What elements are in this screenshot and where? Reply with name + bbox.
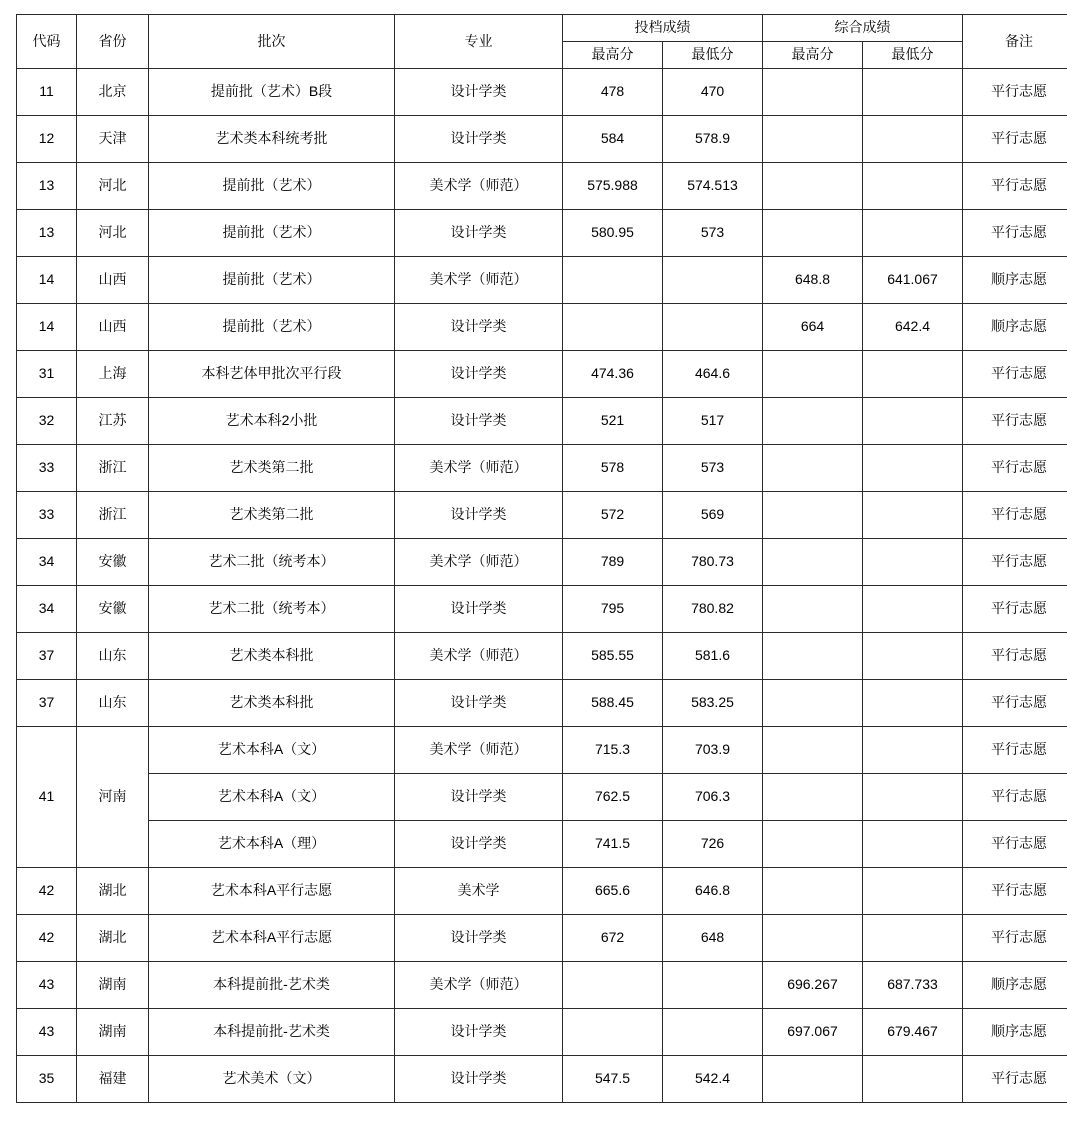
cell-admission-min: 470: [663, 69, 763, 116]
header-code: 代码: [17, 15, 77, 69]
cell-admission-min: 573: [663, 210, 763, 257]
cell-admission-max: 789: [563, 539, 663, 586]
cell-comprehensive-max: [763, 821, 863, 868]
header-row-top: [17, 15, 1067, 42]
table-row: [17, 116, 1067, 163]
cell-admission-max: 584: [563, 116, 663, 163]
cell-code: 41: [17, 727, 77, 868]
cell-comprehensive-min: [863, 1056, 963, 1103]
cell-batch: 提前批（艺术）: [149, 210, 395, 257]
cell-note: 平行志愿: [963, 351, 1067, 398]
cell-code: 12: [17, 116, 77, 163]
cell-batch: 艺术本科A平行志愿: [149, 915, 395, 962]
cell-code: 32: [17, 398, 77, 445]
cell-major: 设计学类: [395, 304, 563, 351]
cell-admission-min: 646.8: [663, 868, 763, 915]
cell-note: 平行志愿: [963, 445, 1067, 492]
table-row: [17, 915, 1067, 962]
table-row: [17, 351, 1067, 398]
cell-code: 14: [17, 257, 77, 304]
cell-note: 平行志愿: [963, 680, 1067, 727]
cell-province: 安徽: [77, 539, 149, 586]
header-admission-min: 最低分: [663, 42, 763, 69]
cell-note: 顺序志愿: [963, 304, 1067, 351]
cell-batch: 提前批（艺术）: [149, 304, 395, 351]
cell-admission-max: 474.36: [563, 351, 663, 398]
cell-note: 平行志愿: [963, 163, 1067, 210]
cell-major: 设计学类: [395, 492, 563, 539]
cell-batch: 本科提前批-艺术类: [149, 962, 395, 1009]
table-row: [17, 821, 1067, 868]
table-header: [17, 15, 1067, 69]
cell-comprehensive-min: [863, 774, 963, 821]
cell-major: 设计学类: [395, 586, 563, 633]
cell-note: 平行志愿: [963, 821, 1067, 868]
table-row: [17, 868, 1067, 915]
cell-admission-min: [663, 304, 763, 351]
cell-comprehensive-min: [863, 69, 963, 116]
cell-code: 34: [17, 539, 77, 586]
cell-province: 湖北: [77, 868, 149, 915]
cell-major: 设计学类: [395, 1056, 563, 1103]
cell-major: 美术学（师范）: [395, 633, 563, 680]
cell-batch: 艺术类第二批: [149, 492, 395, 539]
cell-admission-max: 665.6: [563, 868, 663, 915]
cell-major: 美术学（师范）: [395, 163, 563, 210]
cell-note: 平行志愿: [963, 69, 1067, 116]
cell-major: 设计学类: [395, 69, 563, 116]
table-row: [17, 257, 1067, 304]
cell-batch: 本科提前批-艺术类: [149, 1009, 395, 1056]
header-batch: 批次: [149, 15, 395, 69]
cell-batch: 提前批（艺术）: [149, 257, 395, 304]
cell-province: 河南: [77, 727, 149, 868]
cell-admission-max: 578: [563, 445, 663, 492]
cell-major: 美术学: [395, 868, 563, 915]
cell-admission-max: 585.55: [563, 633, 663, 680]
cell-code: 33: [17, 492, 77, 539]
cell-province: 湖南: [77, 1009, 149, 1056]
cell-comprehensive-min: [863, 351, 963, 398]
cell-province: 河北: [77, 163, 149, 210]
cell-comprehensive-min: [863, 492, 963, 539]
cell-comprehensive-min: [863, 915, 963, 962]
cell-note: 顺序志愿: [963, 962, 1067, 1009]
cell-province: 北京: [77, 69, 149, 116]
cell-batch: 本科艺体甲批次平行段: [149, 351, 395, 398]
cell-province: 湖北: [77, 915, 149, 962]
table-row: [17, 727, 1067, 774]
cell-province: 安徽: [77, 586, 149, 633]
cell-province: 浙江: [77, 492, 149, 539]
cell-comprehensive-min: [863, 163, 963, 210]
cell-admission-max: 572: [563, 492, 663, 539]
cell-code: 13: [17, 163, 77, 210]
cell-code: 34: [17, 586, 77, 633]
cell-admission-min: [663, 257, 763, 304]
cell-note: 平行志愿: [963, 586, 1067, 633]
cell-province: 浙江: [77, 445, 149, 492]
cell-comprehensive-min: [863, 727, 963, 774]
cell-admission-min: 780.82: [663, 586, 763, 633]
cell-note: 平行志愿: [963, 539, 1067, 586]
cell-major: 美术学（师范）: [395, 727, 563, 774]
cell-province: 河北: [77, 210, 149, 257]
cell-major: 设计学类: [395, 116, 563, 163]
cell-batch: 艺术类本科批: [149, 633, 395, 680]
cell-comprehensive-min: [863, 539, 963, 586]
table-row: [17, 680, 1067, 727]
cell-comprehensive-max: [763, 586, 863, 633]
header-comprehensive-min: 最低分: [863, 42, 963, 69]
cell-admission-min: [663, 1009, 763, 1056]
header-group-comprehensive: 综合成绩: [763, 15, 963, 42]
cell-note: 平行志愿: [963, 727, 1067, 774]
cell-note: 平行志愿: [963, 116, 1067, 163]
cell-admission-min: 706.3: [663, 774, 763, 821]
table-row: [17, 492, 1067, 539]
cell-comprehensive-min: 641.067: [863, 257, 963, 304]
table-row: [17, 69, 1067, 116]
cell-code: 31: [17, 351, 77, 398]
table-row: [17, 1056, 1067, 1103]
cell-comprehensive-max: [763, 351, 863, 398]
cell-admission-min: 573: [663, 445, 763, 492]
cell-major: 美术学（师范）: [395, 445, 563, 492]
cell-admission-max: 672: [563, 915, 663, 962]
cell-code: 11: [17, 69, 77, 116]
cell-note: 平行志愿: [963, 1056, 1067, 1103]
cell-comprehensive-min: [863, 116, 963, 163]
table-row: [17, 633, 1067, 680]
cell-batch: 艺术类第二批: [149, 445, 395, 492]
cell-batch: 提前批（艺术）: [149, 163, 395, 210]
cell-note: 顺序志愿: [963, 257, 1067, 304]
cell-major: 设计学类: [395, 821, 563, 868]
cell-batch: 艺术美术（文）: [149, 1056, 395, 1103]
cell-admission-max: 795: [563, 586, 663, 633]
cell-batch: 艺术本科2小批: [149, 398, 395, 445]
header-admission-max: 最高分: [563, 42, 663, 69]
cell-province: 天津: [77, 116, 149, 163]
cell-admission-min: 780.73: [663, 539, 763, 586]
cell-batch: 艺术本科A平行志愿: [149, 868, 395, 915]
cell-major: 设计学类: [395, 915, 563, 962]
cell-batch: 艺术二批（统考本）: [149, 586, 395, 633]
cell-comprehensive-max: [763, 633, 863, 680]
table-row: [17, 539, 1067, 586]
table-body: [17, 69, 1067, 1103]
cell-batch: 艺术类本科统考批: [149, 116, 395, 163]
cell-code: 42: [17, 868, 77, 915]
cell-batch: 提前批（艺术）B段: [149, 69, 395, 116]
cell-province: 山东: [77, 633, 149, 680]
header-province: 省份: [77, 15, 149, 69]
cell-major: 设计学类: [395, 1009, 563, 1056]
cell-comprehensive-max: [763, 1056, 863, 1103]
cell-note: 平行志愿: [963, 398, 1067, 445]
cell-major: 美术学（师范）: [395, 257, 563, 304]
header-note: 备注: [963, 15, 1067, 69]
cell-admission-min: [663, 962, 763, 1009]
cell-code: 37: [17, 633, 77, 680]
cell-admission-min: 578.9: [663, 116, 763, 163]
cell-admission-min: 517: [663, 398, 763, 445]
cell-code: 33: [17, 445, 77, 492]
cell-admission-max: 762.5: [563, 774, 663, 821]
header-major: 专业: [395, 15, 563, 69]
table-row: [17, 163, 1067, 210]
cell-comprehensive-max: 648.8: [763, 257, 863, 304]
admission-score-table: [16, 14, 1067, 1103]
cell-admission-min: 569: [663, 492, 763, 539]
cell-province: 上海: [77, 351, 149, 398]
table-row: [17, 774, 1067, 821]
cell-province: 山西: [77, 304, 149, 351]
cell-note: 平行志愿: [963, 492, 1067, 539]
cell-comprehensive-max: [763, 680, 863, 727]
cell-comprehensive-min: 687.733: [863, 962, 963, 1009]
table-row: [17, 398, 1067, 445]
cell-comprehensive-min: [863, 868, 963, 915]
cell-note: 平行志愿: [963, 868, 1067, 915]
cell-note: 顺序志愿: [963, 1009, 1067, 1056]
cell-province: 山东: [77, 680, 149, 727]
table-row: [17, 304, 1067, 351]
cell-comprehensive-min: [863, 633, 963, 680]
cell-province: 山西: [77, 257, 149, 304]
cell-major: 设计学类: [395, 680, 563, 727]
cell-province: 湖南: [77, 962, 149, 1009]
cell-comprehensive-max: [763, 915, 863, 962]
cell-admission-min: 726: [663, 821, 763, 868]
cell-code: 37: [17, 680, 77, 727]
cell-comprehensive-max: [763, 774, 863, 821]
cell-code: 43: [17, 962, 77, 1009]
cell-note: 平行志愿: [963, 210, 1067, 257]
table-row: [17, 210, 1067, 257]
cell-comprehensive-min: [863, 586, 963, 633]
cell-admission-max: [563, 257, 663, 304]
cell-batch: 艺术类本科批: [149, 680, 395, 727]
cell-admission-max: 547.5: [563, 1056, 663, 1103]
cell-comprehensive-max: [763, 69, 863, 116]
table-row: [17, 962, 1067, 1009]
cell-batch: 艺术本科A（文）: [149, 774, 395, 821]
table-row: [17, 586, 1067, 633]
cell-comprehensive-min: 679.467: [863, 1009, 963, 1056]
cell-admission-min: 581.6: [663, 633, 763, 680]
cell-comprehensive-min: [863, 821, 963, 868]
cell-province: 福建: [77, 1056, 149, 1103]
cell-comprehensive-max: 697.067: [763, 1009, 863, 1056]
cell-admission-max: 580.95: [563, 210, 663, 257]
cell-comprehensive-min: [863, 680, 963, 727]
cell-major: 设计学类: [395, 774, 563, 821]
cell-major: 设计学类: [395, 398, 563, 445]
cell-note: 平行志愿: [963, 915, 1067, 962]
cell-comprehensive-max: [763, 210, 863, 257]
cell-admission-max: [563, 962, 663, 1009]
header-group-admission: 投档成绩: [563, 15, 763, 42]
cell-admission-min: 574.513: [663, 163, 763, 210]
cell-major: 美术学（师范）: [395, 962, 563, 1009]
cell-admission-min: 648: [663, 915, 763, 962]
cell-note: 平行志愿: [963, 633, 1067, 680]
cell-code: 35: [17, 1056, 77, 1103]
cell-comprehensive-min: [863, 398, 963, 445]
cell-major: 设计学类: [395, 210, 563, 257]
cell-code: 14: [17, 304, 77, 351]
cell-major: 美术学（师范）: [395, 539, 563, 586]
cell-comprehensive-max: [763, 116, 863, 163]
cell-comprehensive-max: [763, 868, 863, 915]
cell-major: 设计学类: [395, 351, 563, 398]
cell-admission-max: 521: [563, 398, 663, 445]
cell-comprehensive-max: [763, 492, 863, 539]
cell-comprehensive-min: [863, 445, 963, 492]
cell-comprehensive-min: 642.4: [863, 304, 963, 351]
cell-comprehensive-max: 696.267: [763, 962, 863, 1009]
cell-province: 江苏: [77, 398, 149, 445]
cell-admission-max: 478: [563, 69, 663, 116]
cell-admission-max: 588.45: [563, 680, 663, 727]
cell-admission-min: 464.6: [663, 351, 763, 398]
cell-code: 42: [17, 915, 77, 962]
table-row: [17, 1009, 1067, 1056]
cell-batch: 艺术本科A（文）: [149, 727, 395, 774]
cell-code: 13: [17, 210, 77, 257]
cell-batch: 艺术二批（统考本）: [149, 539, 395, 586]
cell-admission-max: [563, 304, 663, 351]
cell-batch: 艺术本科A（理）: [149, 821, 395, 868]
header-comprehensive-max: 最高分: [763, 42, 863, 69]
cell-note: 平行志愿: [963, 774, 1067, 821]
cell-comprehensive-max: [763, 539, 863, 586]
table-row: [17, 445, 1067, 492]
cell-admission-min: 583.25: [663, 680, 763, 727]
cell-comprehensive-max: [763, 727, 863, 774]
cell-comprehensive-max: [763, 398, 863, 445]
cell-admission-max: [563, 1009, 663, 1056]
cell-admission-min: 542.4: [663, 1056, 763, 1103]
cell-comprehensive-max: [763, 163, 863, 210]
cell-admission-max: 741.5: [563, 821, 663, 868]
cell-admission-min: 703.9: [663, 727, 763, 774]
cell-comprehensive-max: [763, 445, 863, 492]
cell-comprehensive-min: [863, 210, 963, 257]
cell-comprehensive-max: 664: [763, 304, 863, 351]
cell-admission-max: 575.988: [563, 163, 663, 210]
cell-admission-max: 715.3: [563, 727, 663, 774]
cell-code: 43: [17, 1009, 77, 1056]
